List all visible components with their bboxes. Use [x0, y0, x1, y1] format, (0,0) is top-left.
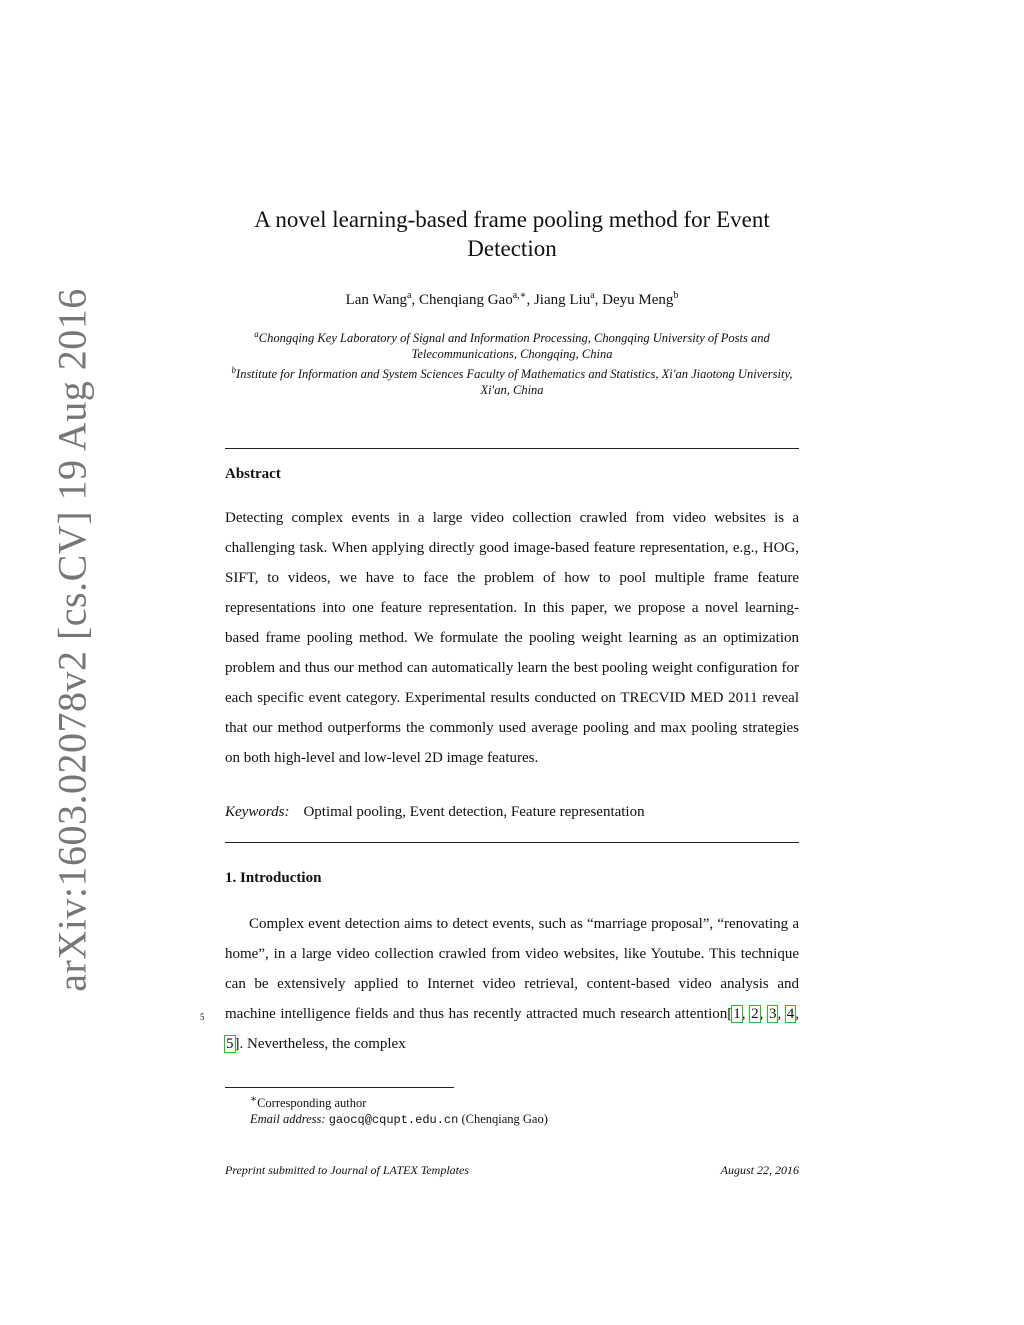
- line-number: 5: [200, 1012, 205, 1022]
- affiliation-a: $^a$Chongqing Key Laboratory of Signal and Information Processing, Chongqing University of Posts and Telecommunications, Chongqing, China: [254, 329, 770, 362]
- citation-link[interactable]: 4: [786, 1006, 795, 1022]
- author-affil-mark: a,∗: [512, 290, 527, 301]
- keywords-label: Keywords:: [225, 804, 290, 820]
- citation-link[interactable]: 2: [751, 1006, 759, 1022]
- arxiv-identifier: arXiv:1603.02078v2 [cs.CV] 19 Aug 2016: [49, 288, 95, 992]
- footer-preprint-note: Preprint submitted to Journal of LATEX Templates: [225, 1163, 470, 1177]
- email-link[interactable]: gaocq@cqupt.edu.cn: [328, 1113, 459, 1128]
- footnote-rule: [225, 1087, 454, 1088]
- author-list: Lan Wang$^a$, Chenqiang Gao$^{a,∗}$, Jiang Liu$^a$, Deyu Meng$^b$: [345, 290, 679, 308]
- author-name: Deyu Meng: [602, 292, 674, 308]
- footnote-email: Email address: gaocq@cqupt.edu.cn (Chenqiang Gao): [250, 1112, 548, 1128]
- footnote-corresponding: ∗Corresponding author: [250, 1094, 367, 1111]
- footer-date: August 22, 2016: [720, 1163, 799, 1177]
- author-name: Jiang Liu: [533, 292, 591, 308]
- footnote: [225, 1092, 799, 1128]
- author-affil-mark: a: [407, 290, 412, 301]
- citation-link[interactable]: 5: [226, 1036, 234, 1052]
- page-footer: [225, 1163, 799, 1178]
- abstract-heading: Abstract: [225, 466, 281, 482]
- affiliations: [225, 326, 799, 398]
- introduction-text: Complex event detection aims to detect events, such as “marriage proposal”, “renovating a home”, in a large video collection crawled from video websites, like Youtube. This technique can be extensively applied to Internet video retrieval, content-based video analysis and machine intelligence fields and thus has recently attracted much research attention[1, 2, 3, 4, 5]. Nevertheless, the complex: [225, 916, 800, 1052]
- author-affil-mark: a: [590, 290, 595, 301]
- introduction-heading: 1. Introduction: [225, 870, 322, 886]
- paper-title: A novel learning-based frame pooling method for Event Detection: [254, 207, 770, 261]
- affiliation-b: $^b$Institute for Information and System Sciences Faculty of Mathematics and Statistics, Xi'an Jiaotong University, Xi'an, China: [231, 365, 793, 398]
- keywords: [225, 804, 799, 821]
- abstract-top-rule: [225, 448, 799, 449]
- author-name: Chenqiang Gao: [418, 292, 513, 308]
- author-name: Lan Wang: [345, 292, 408, 308]
- abstract-bottom-rule: [225, 842, 799, 843]
- citation-link[interactable]: 1: [733, 1006, 741, 1022]
- abstract-text: Detecting complex events in a large video collection crawled from video websites is a challenging task. When applying directly good image-based feature representation, e.g., HOG, SIFT, to videos, we have to face the problem of how to pool multiple frame feature representations into one feature representation. In this paper, we propose a novel learning-based frame pooling method. We formulate the pooling weight learning as an optimization problem and thus our method can automatically learn the best pooling weight configuration for each specific event category. Experimental results conducted on TRECVID MED 2011 reveal that our method outperforms the commonly used average pooling and max pooling strategies on both high-level and low-level 2D image features.: [225, 510, 799, 766]
- keywords-text: Optimal pooling, Event detection, Feature representation: [303, 804, 645, 820]
- author-affil-mark: b: [673, 290, 679, 301]
- citation-link[interactable]: 3: [768, 1006, 777, 1022]
